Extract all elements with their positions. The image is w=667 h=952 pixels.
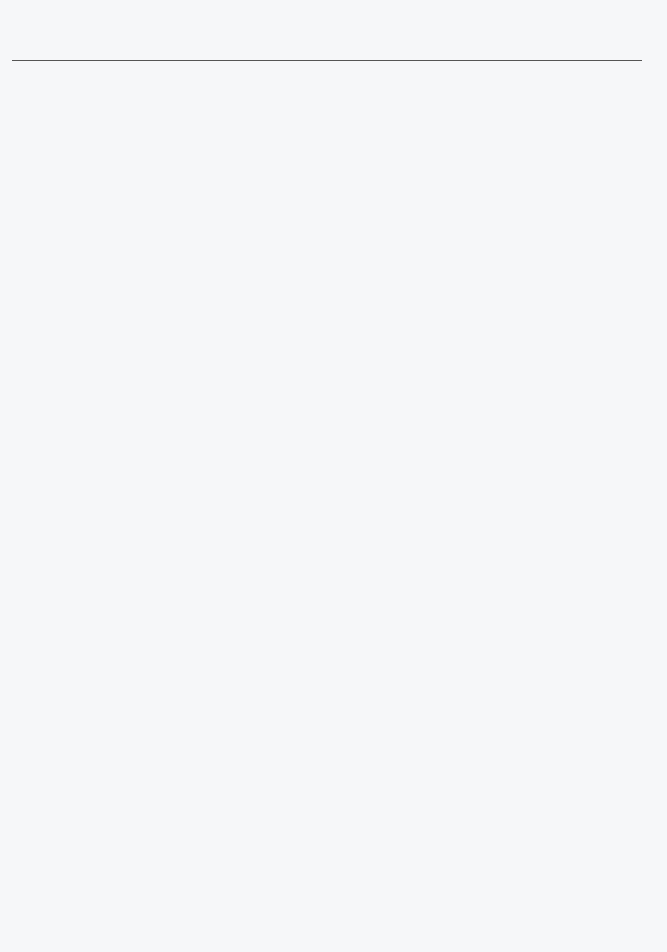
header-divider xyxy=(12,60,642,61)
